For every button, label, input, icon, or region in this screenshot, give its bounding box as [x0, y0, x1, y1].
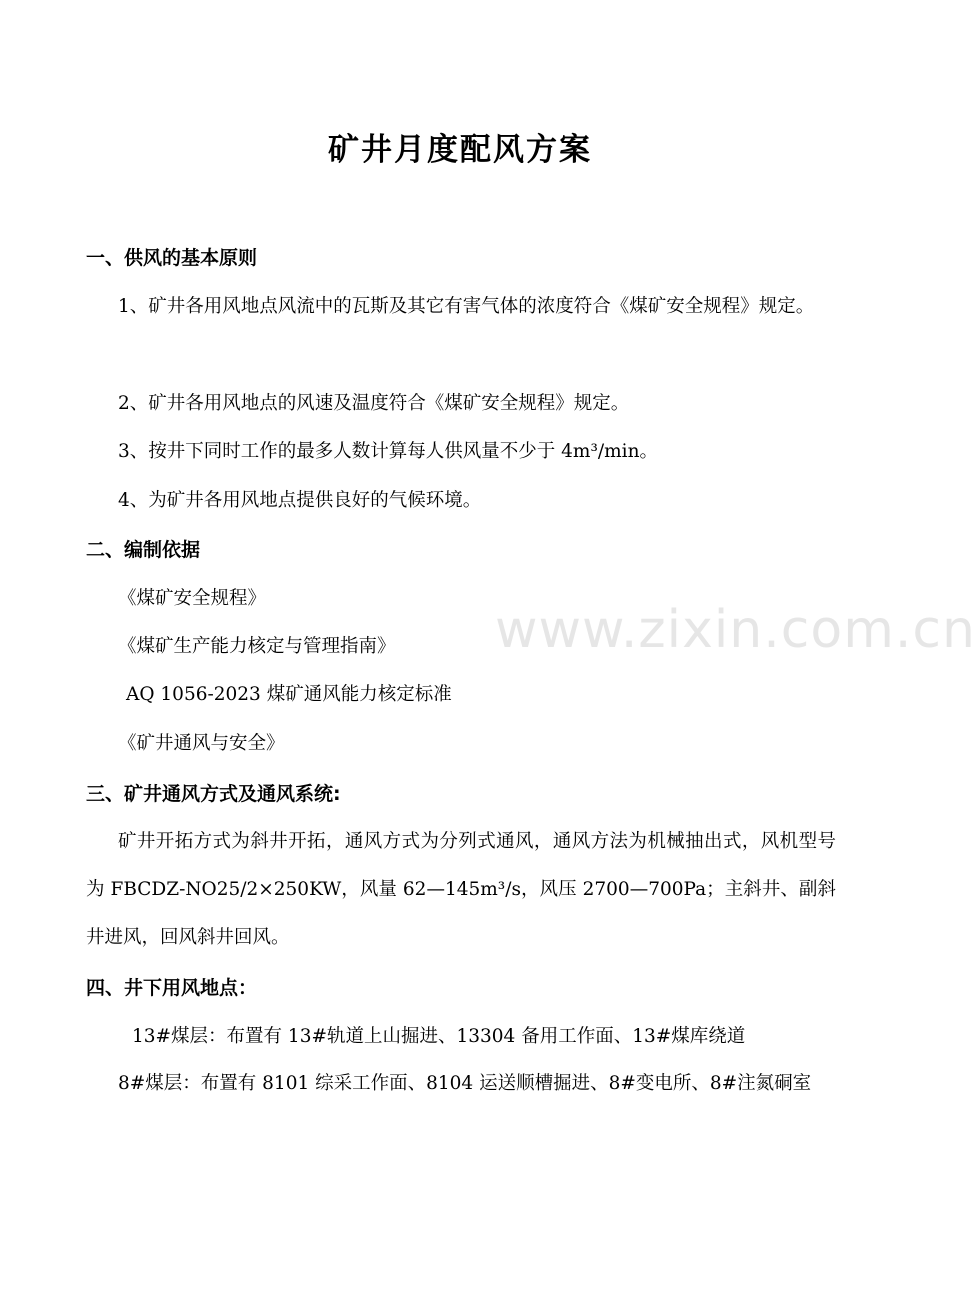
location-item-8: 8#煤层：布置有 8101 综采工作面、8104 运送顺槽掘进、8#变电所、8#注氮硐室 [118, 1073, 812, 1094]
watermark: www.zixin.com.cn [495, 600, 976, 660]
principle-item-4: 4、为矿井各用风地点提供良好的气候环境。 [118, 490, 482, 511]
location-item-13: 13#煤层：布置有 13#轨道上山掘进、13304 备用工作面、13#煤库绕道 [132, 1026, 746, 1047]
principle-item-1: 1、矿井各用风地点风流中的瓦斯及其它有害气体的浓度符合《煤矿安全规程》规定。 [118, 296, 815, 317]
section-heading-locations: 四、井下用风地点： [86, 977, 258, 999]
principle-item-3: 3、按井下同时工作的最多人数计算每人供风量不少于 4m³/min。 [118, 441, 658, 462]
basis-item-4: 《矿井通风与安全》 [118, 733, 285, 754]
basis-item-2: 《煤矿生产能力核定与管理指南》 [118, 636, 396, 657]
section-heading-ventilation-system: 三、矿井通风方式及通风系统: [86, 783, 341, 805]
principle-item-2: 2、矿井各用风地点的风速及温度符合《煤矿安全规程》规定。 [118, 393, 630, 414]
section-heading-principles: 一、供风的基本原则 [86, 247, 258, 269]
ventilation-system-paragraph: 矿井开拓方式为斜井开拓，通风方式为分列式通风，通风方法为机械抽出式，风机型号为 FBCDZ-NO25/2×250KW，风量 62—145m³/s，风压 2700—700Pa；主斜井、副斜井进风，回风斜井回风。 [86, 831, 836, 948]
basis-item-1: 《煤矿安全规程》 [118, 588, 267, 609]
document-title: 矿井月度配风方案 [328, 132, 592, 168]
section-heading-basis: 二、编制依据 [86, 539, 201, 561]
basis-item-3: AQ 1056-2023 煤矿通风能力核定标准 [126, 684, 452, 705]
